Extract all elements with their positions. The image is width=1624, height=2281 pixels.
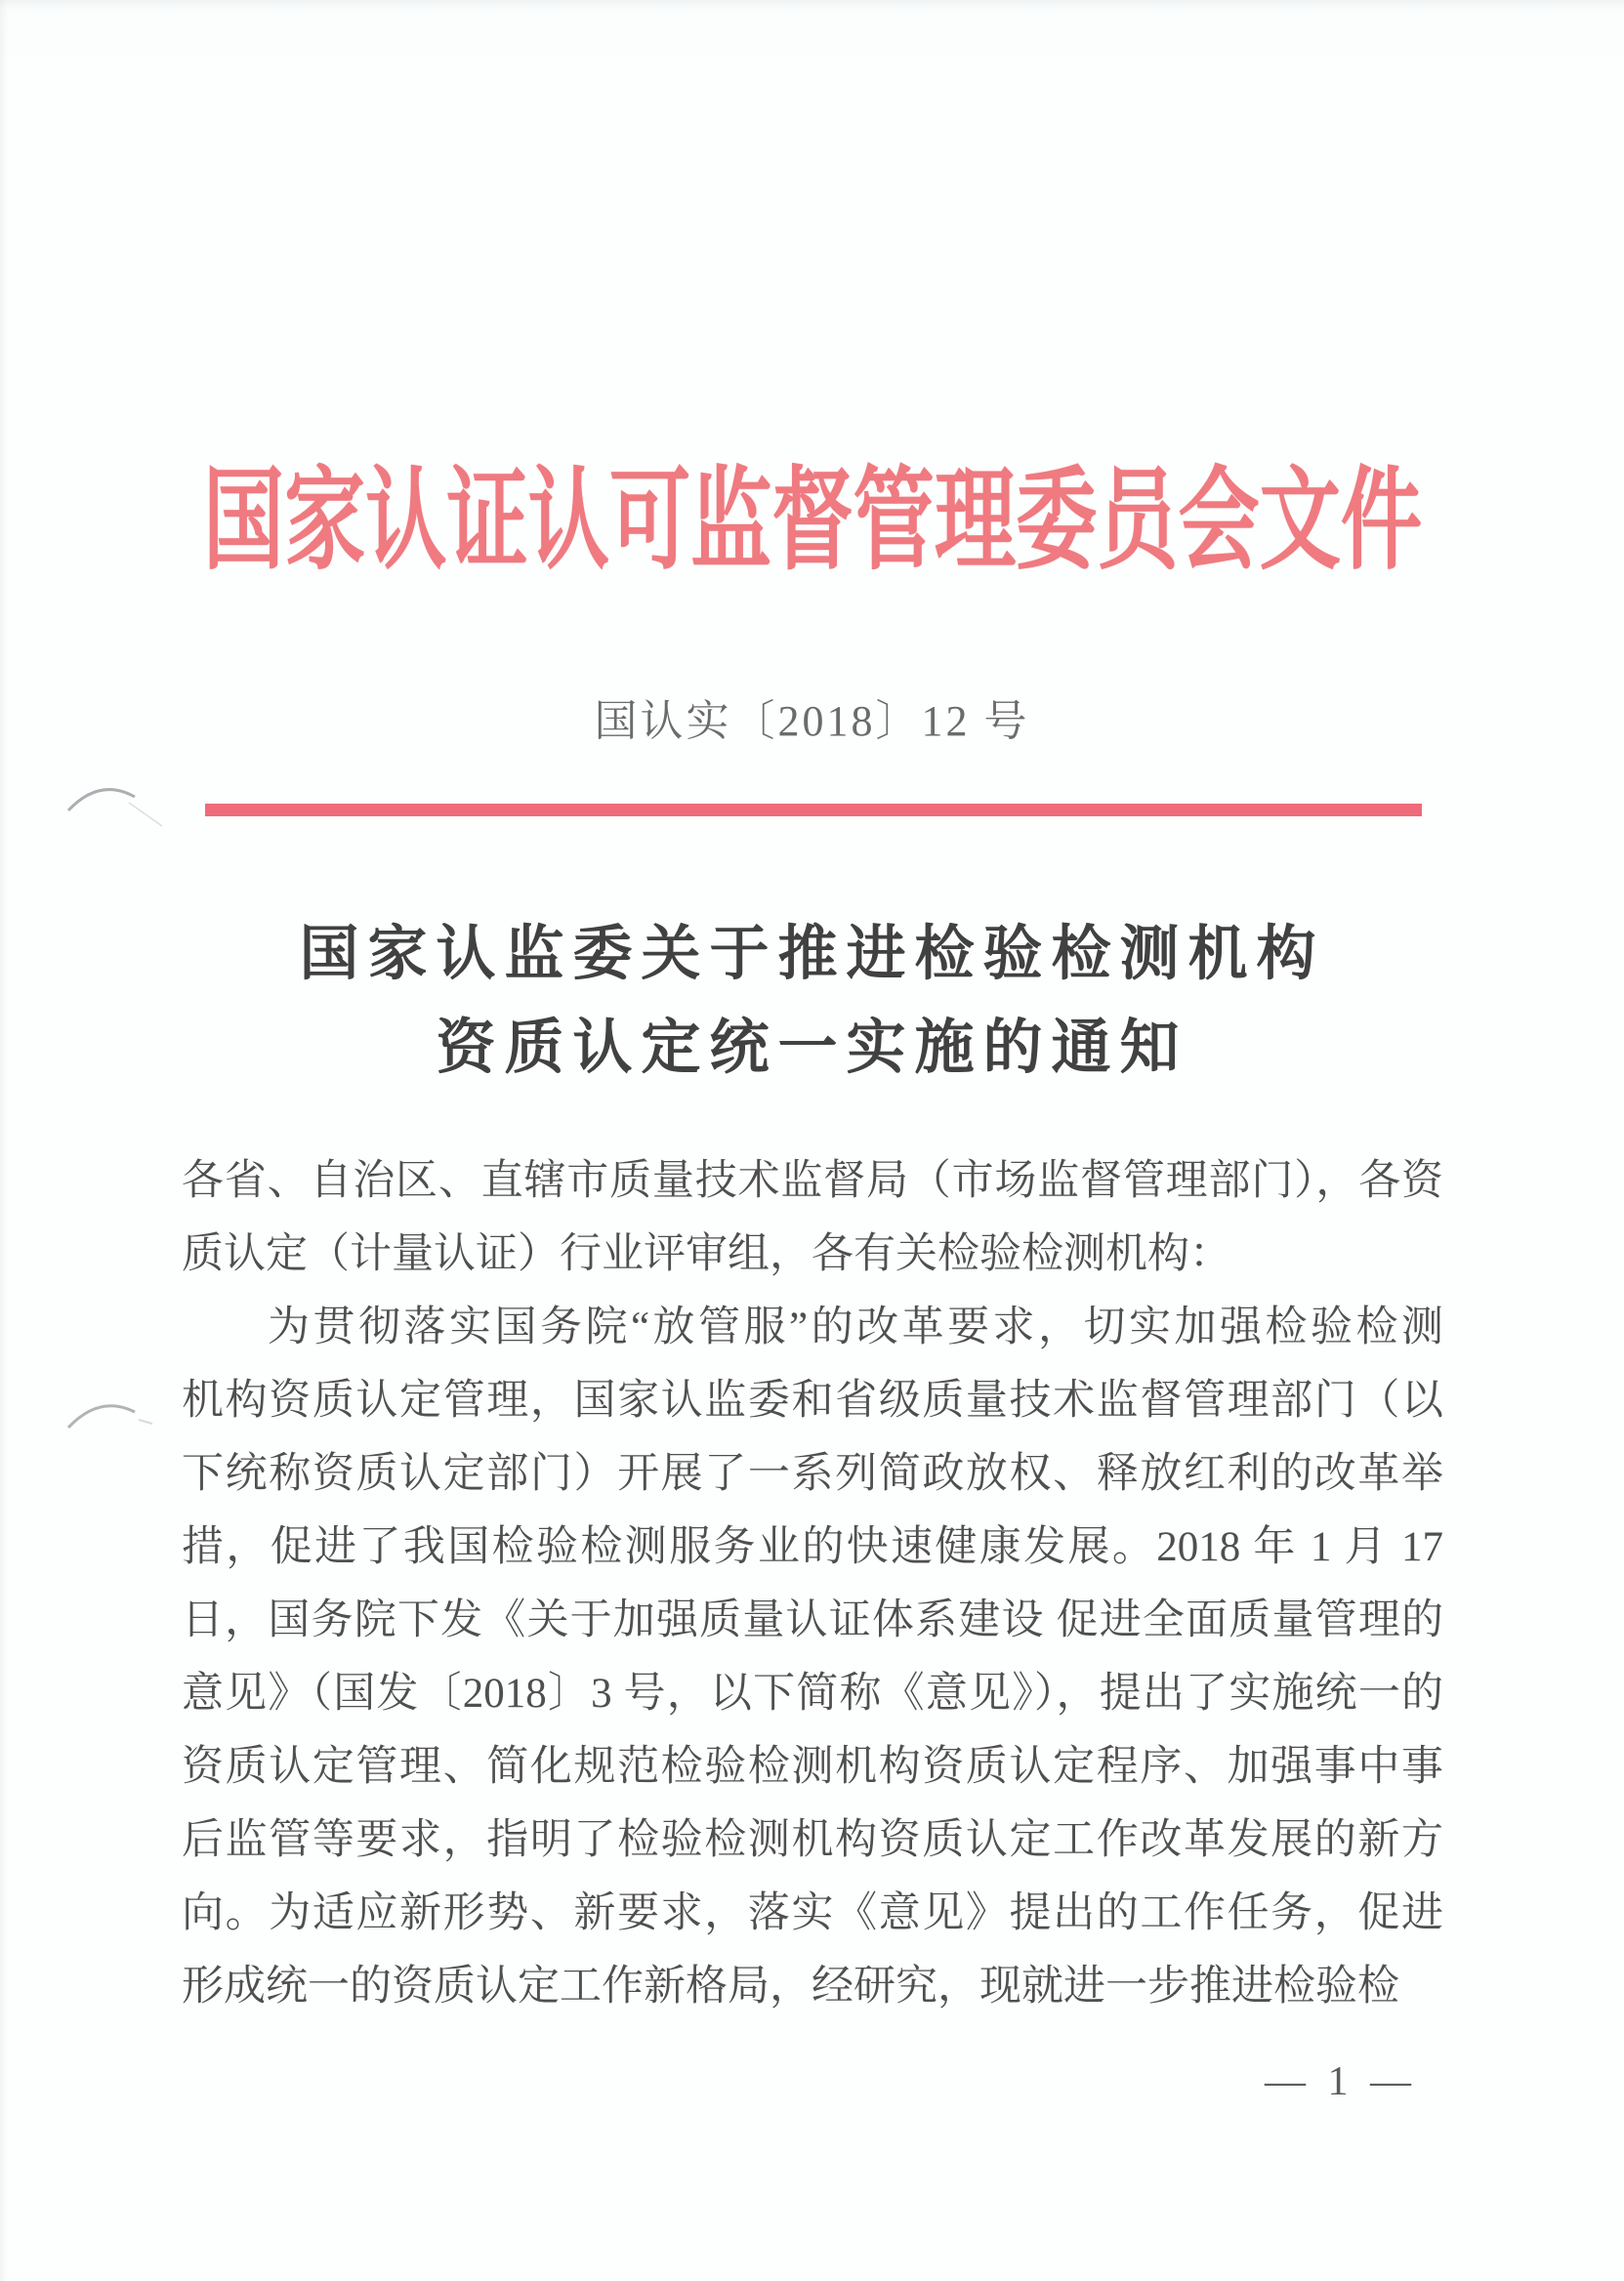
body-line: 意见》（国发〔2018〕3 号，以下简称《意见》），提出了实施统一的 <box>182 1671 1443 1717</box>
body-line: 后监管等要求，指明了检验检测机构资质认定工作改革发展的新方 <box>182 1817 1443 1863</box>
document-title-line2: 资质认定统一实施的通知 <box>436 1016 1188 1081</box>
red-divider-rule <box>205 804 1422 816</box>
body-line: 措，促进了我国检验检测服务业的快速健康发展。2018 年 1 月 17 <box>182 1524 1443 1570</box>
document-body <box>182 1144 1443 2023</box>
body-line: 机构资质认定管理，国家认监委和省级质量技术监督管理部门（以 <box>182 1378 1443 1424</box>
body-line: 形成统一的资质认定工作新格局，经研究，现就进一步推进检验检 <box>182 1964 1399 2010</box>
document-number: 国认实〔2018〕12 号 <box>594 697 1030 745</box>
page-number: — 1 — <box>1265 2059 1417 2104</box>
letterhead-banner <box>0 437 1624 584</box>
body-line: 日，国务院下发《关于加强质量认证体系建设 促进全面质量管理的 <box>182 1597 1443 1643</box>
document-title <box>0 908 1624 1096</box>
body-line: 资质认定管理、简化规范检验检测机构资质认定程序、加强事中事 <box>182 1744 1443 1790</box>
body-line: 为贯彻落实国务院“放管服”的改革要求，切实加强检验检测 <box>268 1305 1443 1350</box>
scan-edge-left <box>0 0 8 2281</box>
letterhead-title: 国家认证认可监督管理委员会文件 <box>202 459 1422 583</box>
body-line: 向。为适应新形势、新要求，落实《意见》提出的工作任务，促进 <box>182 1890 1443 1936</box>
body-line: 下统称资质认定部门）开展了一系列简政放权、释放红利的改革举 <box>182 1451 1443 1497</box>
body-line: 各省、自治区、直辖市质量技术监督局（市场监督管理部门），各资 <box>182 1158 1443 1204</box>
document-title-line1: 国家认监委关于推进检验检测机构 <box>299 922 1325 987</box>
body-line: 质认定（计量认证）行业评审组，各有关检验检测机构： <box>182 1231 1231 1277</box>
handwritten-margin-mark <box>59 1387 166 1465</box>
scan-edge-top <box>0 0 1624 10</box>
handwritten-margin-mark <box>61 767 168 846</box>
